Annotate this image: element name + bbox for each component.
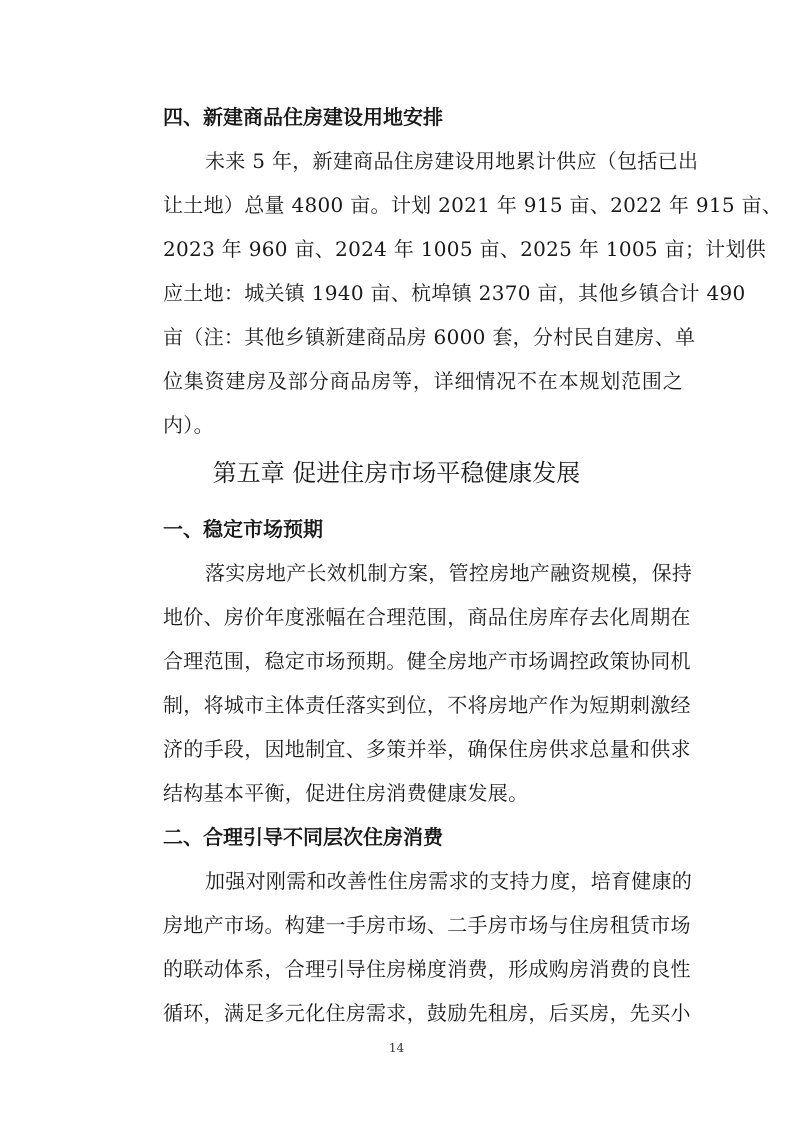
paragraph-line: 地价、房价年度涨幅在合理范围，商品住房库存去化周期在 [163, 605, 691, 629]
paragraph-line: 让土地）总量 4800 亩。计划 2021 年 915 亩、2022 年 915 亩、 [163, 193, 783, 217]
paragraph-line: 循环，满足多元化住房需求，鼓励先租房，后买房，先买小 [163, 1001, 691, 1025]
page-number: 14 [388, 1041, 405, 1055]
paragraph-line: 亩（注：其他乡镇新建商品房 6000 套，分村民自建房、单 [163, 325, 696, 349]
paragraph-line: 制，将城市主体责任落实到位，不将房地产作为短期刺激经 [163, 693, 691, 717]
paragraph-line: 应土地：城关镇 1940 亩、杭埠镇 2370 亩，其他乡镇合计 490 [163, 281, 746, 305]
paragraph-line: 结构基本平衡，促进住房消费健康发展。 [163, 781, 529, 805]
paragraph-line: 合理范围，稳定市场预期。健全房地产市场调控政策协同机 [163, 649, 691, 673]
paragraph-line: 落实房地产长效机制方案，管控房地产融资规模，保持 [205, 561, 693, 585]
chapter-title: 第五章 促进住房市场平稳健康发展 [212, 459, 581, 487]
section-heading-4: 四、新建商品住房建设用地安排 [163, 105, 443, 129]
paragraph-line: 未来 5 年，新建商品住房建设用地累计供应（包括已出 [205, 149, 699, 173]
paragraph-line: 房地产市场。构建一手房市场、二手房市场与住房租赁市场 [163, 913, 691, 937]
section-heading-1: 一、稳定市场预期 [163, 517, 323, 541]
paragraph-line: 2023 年 960 亩、2024 年 1005 亩、2025 年 1005 亩；计划供 [163, 237, 767, 261]
paragraph-line: 济的手段，因地制宜、多策并举，确保住房供求总量和供求 [163, 737, 691, 761]
paragraph-line: 位集资建房及部分商品房等，详细情况不在本规划范围之 [163, 369, 683, 393]
section-heading-2: 二、合理引导不同层次住房消费 [163, 825, 443, 849]
paragraph-line: 加强对刚需和改善性住房需求的支持力度，培育健康的 [205, 869, 693, 893]
paragraph-line: 内）。 [163, 413, 214, 437]
paragraph-line: 的联动体系，合理引导住房梯度消费，形成购房消费的良性 [163, 957, 691, 981]
